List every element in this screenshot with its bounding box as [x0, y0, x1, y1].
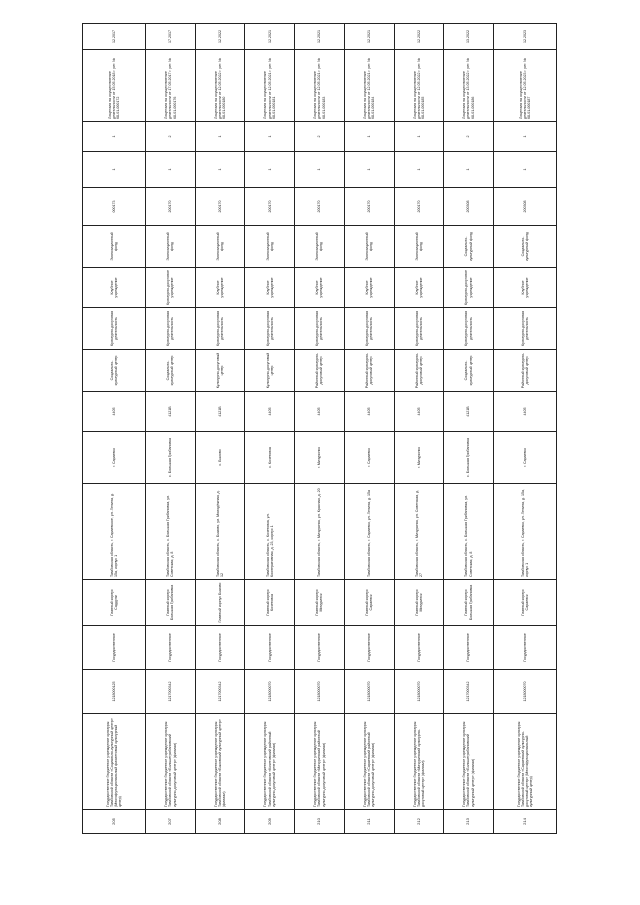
- address-cell: Тамбовская область, г. Сараевское, ул. Ленина, д. 15а, корпус 1: [83, 484, 146, 580]
- locality-cell: с. Большая Грибановка: [146, 432, 196, 484]
- locality-cell: г. Мичуринск: [394, 432, 444, 484]
- institution-type: Районный культурно-досуговый центр: [295, 350, 345, 392]
- license-cell: Лицензия на осуществление деятельности от 12.05.2021 г. рег. № 68-01-000181: [245, 50, 295, 122]
- date-cell: 12.2021: [245, 24, 295, 50]
- table-row: [344, 24, 394, 834]
- count-b: 2: [146, 122, 196, 152]
- locality-cell: с. Быково: [195, 432, 245, 484]
- institution-name: Государственное бюджетное учреждение культуры Тамбовской области «Большегрибановский культурно-досуговый центр» (филиал): [146, 714, 196, 810]
- row-number: 208: [195, 810, 245, 834]
- address-cell: Тамбовская область, с. Кочетовка, ул. Кооперативная, д. 23, корпус 1: [245, 484, 295, 580]
- ownership-form: Государственное: [493, 626, 556, 670]
- institution-type: Социально-культурный центр: [146, 350, 196, 392]
- founder-cell: Главный корпус Саддуни: [83, 580, 146, 626]
- institution-name: Государственное бюджетное учреждение культуры Тамбовской области «Сараевский районный культурно-досуговый центр» (филиал): [344, 714, 394, 810]
- count-b: 2: [444, 122, 494, 152]
- date-cell: 12.2022: [195, 24, 245, 50]
- row-number: 207: [146, 810, 196, 834]
- count-b: 1: [493, 122, 556, 152]
- license-cell: Лицензия на осуществление деятельности от 12.05.2022 г. рег. № 68-01-000180: [195, 50, 245, 122]
- table-row: [394, 24, 444, 834]
- okato-cell: 4405: [344, 392, 394, 432]
- table-row: [295, 24, 345, 834]
- institution-type: Социально-культурный центр: [83, 350, 146, 392]
- category-cell: Клубное учреждение: [344, 268, 394, 308]
- category-cell: Клубное учреждение: [195, 268, 245, 308]
- count-a: 1: [195, 152, 245, 188]
- locality-cell: г. Сараевск: [344, 432, 394, 484]
- institution-name: Государственное бюджетное учреждение культуры Тамбовской области «Большегрибановский культурный центр» (филиал): [444, 714, 494, 810]
- row-number: 213: [444, 810, 494, 834]
- category-cell: Клубное учреждение: [83, 268, 146, 308]
- locality-cell: г. Сараевск: [83, 432, 146, 484]
- fund-form: Социально-культурный фонд: [444, 226, 494, 268]
- row-number: 212: [394, 810, 444, 834]
- table-row: [146, 24, 196, 834]
- ownership-form: Государственное: [295, 626, 345, 670]
- license-cell: Лицензия на осуществление деятельности от 12.05.2023 г. рег. № 68-01-000187: [493, 50, 556, 122]
- date-cell: 13.2022: [444, 24, 494, 50]
- okato-cell: 4121В: [195, 392, 245, 432]
- ownership-form: Государственное: [83, 626, 146, 670]
- registry-number: 200170: [245, 188, 295, 226]
- date-cell: 17.2017: [146, 24, 196, 50]
- table-row: [493, 24, 556, 834]
- institution-code: 1218000070: [344, 670, 394, 714]
- institution-name: Государственное бюджетное учреждение культуры Тамбовской области «Мичуринский районный культурно-досуговый центр» (филиал): [295, 714, 345, 810]
- institution-code: 1218000125: [83, 670, 146, 714]
- institution-code: 1218000070: [493, 670, 556, 714]
- activity-cell: Культурно-досуговая деятельность: [444, 308, 494, 350]
- fund-form: Социально-культурный фонд: [493, 226, 556, 268]
- category-cell: Клубное учреждение: [493, 268, 556, 308]
- institution-name: Государственное бюджетное учреждение культуры Тамбовской области «Социально-культурный центр» (Многофункциональный фиолетовый культурный центр): [83, 714, 146, 810]
- fund-form: Экспозиционный фонд: [295, 226, 345, 268]
- activity-cell: Культурно-досуговая деятельность: [195, 308, 245, 350]
- okato-cell: 4405: [83, 392, 146, 432]
- license-cell: Лицензия на осуществление деятельности от 12.05.2022 г. рег. № 68-01-000185: [394, 50, 444, 122]
- founder-cell: Главный корпус Мичуринск: [295, 580, 345, 626]
- okato-cell: 4405: [245, 392, 295, 432]
- category-cell: Культурно-досуговое учреждение: [146, 268, 196, 308]
- ownership-form: Государственное: [245, 626, 295, 670]
- activity-cell: Культурно-досуговая деятельность: [493, 308, 556, 350]
- okato-cell: 4405: [394, 392, 444, 432]
- institution-code: 1217000342: [195, 670, 245, 714]
- row-number: 205: [83, 810, 146, 834]
- institution-name: Государственное бюджетное учреждение культуры Тамбовской области «Сараевский культурно-досуговый центр» (Многофункциональный культурный центр): [493, 714, 556, 810]
- address-cell: Тамбовская область, г. Мичуринск, ул. Советская, д. 27: [394, 484, 444, 580]
- institution-type: Районный культурно-досуговый центр: [394, 350, 444, 392]
- ownership-form: Государственное: [344, 626, 394, 670]
- locality-cell: г. Сараевск: [493, 432, 556, 484]
- institution-type: Районный культурно-досуговый центр: [344, 350, 394, 392]
- activity-cell: Культурно-досуговая деятельность: [146, 308, 196, 350]
- category-cell: Клубное учреждение: [394, 268, 444, 308]
- row-number: 210: [295, 810, 345, 834]
- institution-type: Культурно-досуговый центр: [195, 350, 245, 392]
- table-row: [195, 24, 245, 834]
- registry-number: 200170: [295, 188, 345, 226]
- okato-cell: 4121В: [146, 392, 196, 432]
- institution-code: 1218000070: [245, 670, 295, 714]
- count-a: 1: [245, 152, 295, 188]
- founder-cell: Главный корпус Сараевск: [493, 580, 556, 626]
- ownership-form: Государственное: [146, 626, 196, 670]
- ownership-form: Государственное: [444, 626, 494, 670]
- address-cell: Тамбовская область, г. Сараевск, ул. Ленина, д. 15а, корпус 1: [493, 484, 556, 580]
- locality-cell: с. Кочетовка: [245, 432, 295, 484]
- activity-cell: Культурно-досуговая деятельность: [295, 308, 345, 350]
- license-cell: Лицензия на осуществление деятельности от 13.05.2022 г. рег. № 68-01-000186: [444, 50, 494, 122]
- count-a: 1: [493, 152, 556, 188]
- date-cell: 12.2021: [295, 24, 345, 50]
- founder-cell: Главный корпус Кочетовка: [245, 580, 295, 626]
- activity-cell: Культурно-досуговая деятельность: [394, 308, 444, 350]
- fund-form: Экспозиционный фонд: [394, 226, 444, 268]
- fund-form: Экспозиционный фонд: [83, 226, 146, 268]
- count-a: 1: [394, 152, 444, 188]
- institution-name: Государственное бюджетное учреждение культуры Тамбовской области «Кочетовский районный культурно-досуговый центр» (филиал): [245, 714, 295, 810]
- fund-form: Экспозиционный фонд: [195, 226, 245, 268]
- row-number: 214: [493, 810, 556, 834]
- registry-number: 200308: [444, 188, 494, 226]
- row-number: 211: [344, 810, 394, 834]
- registry-number: 200170: [394, 188, 444, 226]
- registry-number: 200170: [344, 188, 394, 226]
- okato-cell: 4405: [295, 392, 345, 432]
- count-a: 1: [146, 152, 196, 188]
- founder-cell: Главный корпус Сараевск: [344, 580, 394, 626]
- license-cell: Лицензия на осуществление деятельности от 12.05.2021 г. рег. № 68-01-000184: [344, 50, 394, 122]
- date-cell: 12.2023: [493, 24, 556, 50]
- okato-cell: 4121В: [444, 392, 494, 432]
- rotated-table-wrapper: [82, 24, 557, 834]
- table-row: [245, 24, 295, 834]
- category-cell: Культурно-досуговое учреждение: [444, 268, 494, 308]
- count-b: 1: [195, 122, 245, 152]
- count-b: 1: [245, 122, 295, 152]
- institution-name: Государственное бюджетное учреждение культуры Тамбовской области «Мичуринский культурно-досуговый центр» (филиал): [394, 714, 444, 810]
- count-a: 1: [444, 152, 494, 188]
- count-a: 1: [295, 152, 345, 188]
- count-a: 1: [83, 152, 146, 188]
- locality-cell: г. Мичуринск: [295, 432, 345, 484]
- ownership-form: Государственное: [394, 626, 444, 670]
- institution-code: 1217000342: [444, 670, 494, 714]
- fund-form: Экспозиционный фонд: [344, 226, 394, 268]
- row-number: 209: [245, 810, 295, 834]
- count-b: 1: [344, 122, 394, 152]
- founder-cell: Главный корпус Большая Грибановка: [444, 580, 494, 626]
- address-cell: Тамбовская область, с. Быково, ул. Молодёжная, д. 12: [195, 484, 245, 580]
- institution-code: 1217000342: [146, 670, 196, 714]
- founder-cell: Главный корпус Большая Грибановка: [146, 580, 196, 626]
- locality-cell: с. Большая Грибановка: [444, 432, 494, 484]
- registry-number: 200170: [195, 188, 245, 226]
- institution-code: 1218000070: [295, 670, 345, 714]
- institutions-table: [82, 23, 557, 834]
- institution-type: Районный культурно-досуговый центр: [493, 350, 556, 392]
- address-cell: Тамбовская область, г. Мичуринск, ул. Красная, д. 20: [295, 484, 345, 580]
- registry-number: 200308: [493, 188, 556, 226]
- address-cell: Тамбовская область, г. Сараевск, ул. Ленина, д. 15а: [344, 484, 394, 580]
- category-cell: Клубное учреждение: [245, 268, 295, 308]
- table-row: [83, 24, 146, 834]
- date-cell: 12.2017: [83, 24, 146, 50]
- registry-number: 000173: [83, 188, 146, 226]
- count-b: 2: [295, 122, 345, 152]
- address-cell: Тамбовская область, с. Большая Грибановка, ул. Советская, д. 8: [146, 484, 196, 580]
- date-cell: 12.2022: [394, 24, 444, 50]
- founder-cell: Главный корпус Быково: [195, 580, 245, 626]
- activity-cell: Культурно-досуговая деятельность: [83, 308, 146, 350]
- institution-type: Социально-культурный центр: [444, 350, 494, 392]
- license-cell: Лицензия на осуществление деятельности от 17.05.2017 г. рег. № 68-01-000176: [146, 50, 196, 122]
- activity-cell: Культурно-досуговая деятельность: [344, 308, 394, 350]
- okato-cell: 4405: [493, 392, 556, 432]
- institution-name: Государственное бюджетное учреждение культуры Тамбовской области «Быковский культурный центр» (филиал): [195, 714, 245, 810]
- count-b: 1: [394, 122, 444, 152]
- license-cell: Лицензия на осуществление деятельности от 12.05.2021 г. рег. № 68-01-000183: [295, 50, 345, 122]
- founder-cell: Главный корпус Мичуринск: [394, 580, 444, 626]
- category-cell: Клубное учреждение: [295, 268, 345, 308]
- count-a: 1: [344, 152, 394, 188]
- table-row: [444, 24, 494, 834]
- activity-cell: Культурно-досуговая деятельность: [245, 308, 295, 350]
- fund-form: Экспозиционный фонд: [146, 226, 196, 268]
- count-b: 1: [83, 122, 146, 152]
- address-cell: Тамбовская область, с. Большая Грибановка, ул. Советская, д. 8: [444, 484, 494, 580]
- registry-number: 200170: [146, 188, 196, 226]
- license-cell: Лицензия на осуществление деятельности от 15.05.2018 г. рег. № 68-01-000172: [83, 50, 146, 122]
- institution-code: 1218000070: [394, 670, 444, 714]
- institution-type: Культурно-досуговый центр: [245, 350, 295, 392]
- date-cell: 12.2021: [344, 24, 394, 50]
- fund-form: Экспозиционный фонд: [245, 226, 295, 268]
- ownership-form: Государственное: [195, 626, 245, 670]
